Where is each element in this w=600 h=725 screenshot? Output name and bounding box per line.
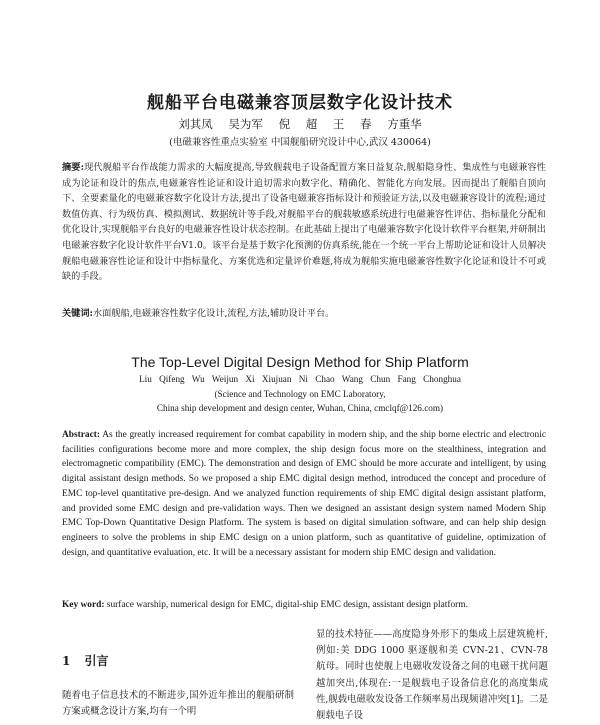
english-keywords-text: surface warship, numerical design for EMC, digital-ship EMC design, assistant design platform. <box>106 600 468 610</box>
english-abstract-text: As the greatly increased requirement for combat capability in modern ship, and the ship borne electric and electronic facilities configurations become more and more complex, the ship design focus more on the stealthiness, integration and electromagnetic compatibility (EMC). The demonstration and design of EMC should be more accurate and intelligent, by using digital assistant design methods. So we proposed a ship EMC digital design method, introduced the concept and procedure of EMC top-level quantitative pre-design. And we analyzed function requirements of ship EMC digital design assistant platform, and provided some EMC design and pre-validation ways. Then we designed an assistant design system named Modern Ship EMC Top-Down Quantitative Design Platform. The system is based on digital simulation software, and can help ship design engineers to solve the problems in ship EMC design on a union platform, such as quantitative of guideline, optimization of design, and quantitative evaluation, etc. It will be a necessary assistant for modern ship EMC design and validation. <box>62 430 547 558</box>
chinese-abstract <box>62 160 546 285</box>
english-affiliation-line1: (Science and Technology on EMC Laboratory, <box>214 389 386 399</box>
chinese-keywords-text: 水面舰船,电磁兼容性数字化设计,流程,方法,辅助设计平台。 <box>92 308 335 319</box>
english-title: The Top-Level Digital Design Method for Ship Platform <box>131 354 469 370</box>
chinese-affiliation: (电磁兼容性重点实验室 中国舰船研究设计中心,武汉 430064) <box>169 137 431 148</box>
chinese-keywords-label: 关键词: <box>62 308 93 319</box>
english-keywords <box>62 598 546 612</box>
english-authors: Liu Qifeng Wu Weijun Xi Xiujuan Ni Chao Wang Chun Fang Chonghua <box>139 374 461 384</box>
chinese-authors: 刘其凤 吴为军 倪 超 王 春 方重华 <box>178 117 422 131</box>
english-abstract <box>62 428 546 560</box>
chinese-title: 舰船平台电磁兼容顶层数字化设计技术 <box>147 93 453 113</box>
chinese-abstract-label: 摘要: <box>62 162 84 173</box>
chinese-keywords <box>62 306 546 321</box>
section-title: 引言 <box>84 654 109 668</box>
english-keywords-label: Key word: <box>62 600 105 610</box>
chinese-abstract-text: 现代舰船平台作战能力需求的大幅度提高,导致舰载电子设备配置方案日益复杂,舰船隐身性、集成性与电磁兼容性成为论证和设计的焦点,电磁兼容性论证和设计追切需求向数字化、精确化、智能化方向发展。因而提出了舰船自顶向下、全要素量化的电磁兼容数字化设计方法,提出了设备电磁兼容指标设计和预验证方法,以及电磁兼容设计的流程;通过数值仿真、行为级仿真、模拟测试、数据统计等手段,对舰船平台的舰载敏感系统进行电磁兼容性评估、指标量化分配和优化设计,实现舰船平台良好的电磁兼容性设计状态控制。在此基础上提出了电磁兼容数字化设计软件平台框架,并研制出电磁兼容数字化设计软件平台V1.0。该平台是基于数字化预测的仿真系统,能在一个统一平台上帮助论证和设计人员解决舰船电磁兼容性论证和设计中指标量化、方案优选和定量评价难题,将成为舰船实施电磁兼容性数字化论证和设计不可或缺的手段。 <box>62 162 546 283</box>
section-number: 1 <box>62 654 71 668</box>
english-abstract-label: Abstract: <box>62 430 101 440</box>
body-right-column: 显的技术特征——高度隐身外形下的集成上层建筑桅杆,例如:美 DDG 1000 驱逐舰和美 CVN-21、CVN-78 航母。同时也使舰上电磁收发设备之间的电磁干扰问题越加突出,体现在:一是舰载电子设备信息化的高度集成性,舰载电磁收发设备工作频率易出现频谱冲突[1]。二是舰载电子设 <box>316 629 548 722</box>
section-heading <box>62 652 109 669</box>
body-left-column: 随着电子信息技术的不断进步,国外近年推出的舰船研制方案或概念设计方案,均有一个明 <box>62 690 294 717</box>
english-affiliation-line2: China ship development and design center, Wuhan, China, cmclqf@126.com) <box>156 403 444 413</box>
